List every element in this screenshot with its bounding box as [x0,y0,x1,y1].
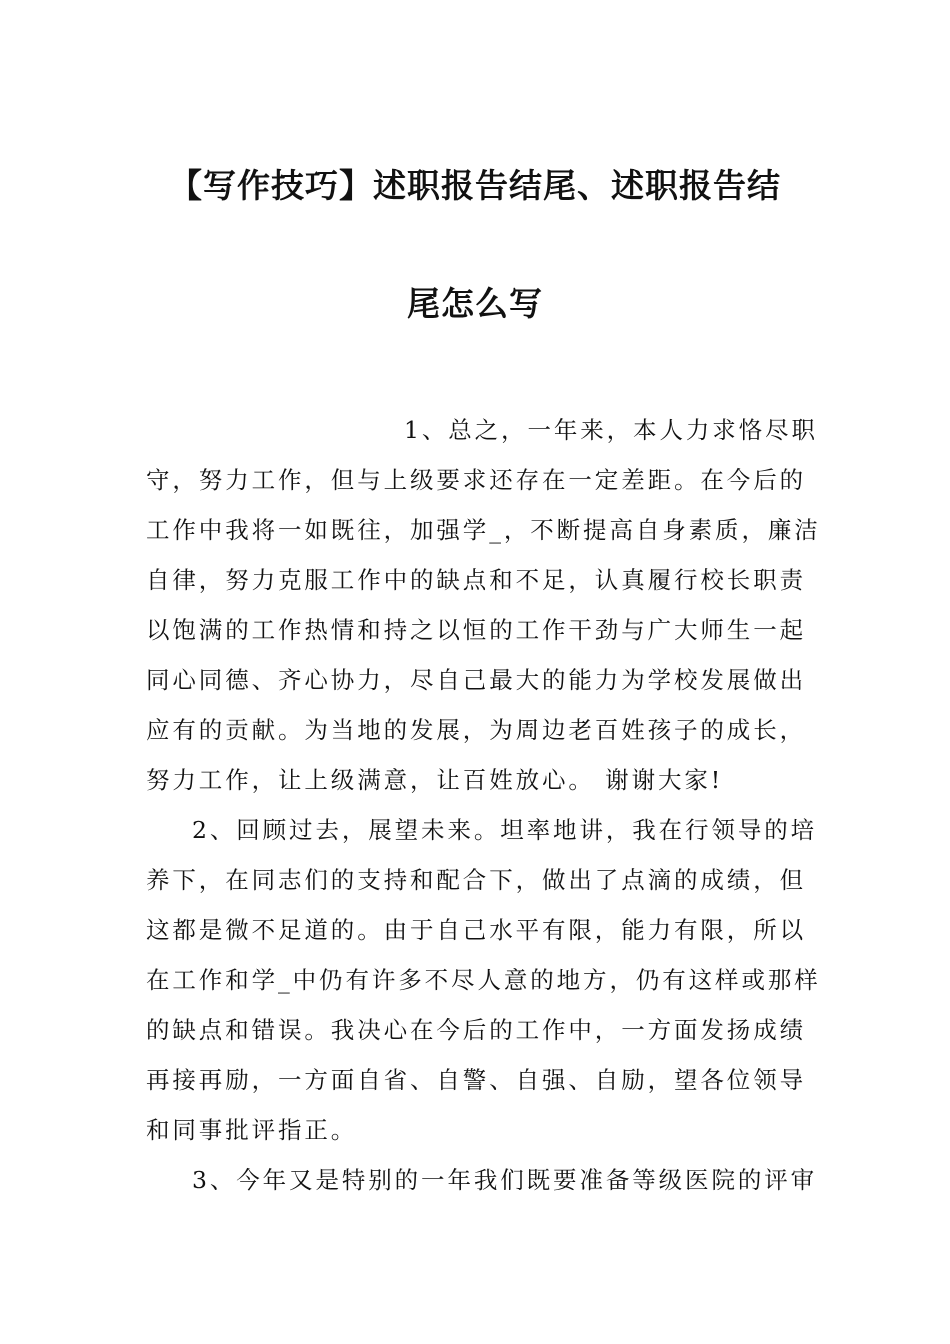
paragraph-2-line-4: 在工作和学_中仍有许多不尽人意的地方，仍有这样或那样 [146,966,821,994]
paragraph-1-line-7: 应有的贡献。为当地的发展，为周边老百姓孩子的成长， [146,716,806,744]
paragraph-2-line-6: 再接再励，一方面自省、自警、自强、自励，望各位领导 [146,1066,806,1094]
paragraph-1-line-2: 守，努力工作，但与上级要求还存在一定差距。在今后的 [146,466,806,494]
paragraph-1-line-6: 同心同德、齐心协力，尽自己最大的能力为学校发展做出 [146,666,806,694]
paragraph-2-line-7: 和同事批评指正。 [146,1116,358,1144]
paragraph-2-line-1: 2、回顾过去，展望未来。坦率地讲，我在行领导的培 [192,816,818,844]
paragraph-1-line-8: 努力工作，让上级满意，让百姓放心。 谢谢大家! [146,766,724,794]
paragraph-1-line-4: 自律，努力克服工作中的缺点和不足，认真履行校长职责 [146,566,806,594]
paragraph-2-line-5: 的缺点和错误。我决心在今后的工作中，一方面发扬成绩 [146,1016,806,1044]
paragraph-1-line-1: 1、总之，一年来，本人力求恪尽职 [404,416,818,444]
paragraph-2-line-3: 这都是微不足道的。由于自己水平有限，能力有限，所以 [146,916,806,944]
document-title-line-1: 【写作技巧】述职报告结尾、述职报告结 [169,166,781,205]
paragraph-1-line-5: 以饱满的工作热情和持之以恒的工作干劲与广大师生一起 [146,616,806,644]
document-title-line-2: 尾怎么写 [407,284,543,323]
paragraph-3-line-1: 3、今年又是特别的一年我们既要准备等级医院的评审 [192,1166,818,1194]
paragraph-1-line-3: 工作中我将一如既往，加强学_，不断提高自身素质，廉洁 [146,516,821,544]
paragraph-2-line-2: 养下，在同志们的支持和配合下，做出了点滴的成绩，但 [146,866,806,894]
